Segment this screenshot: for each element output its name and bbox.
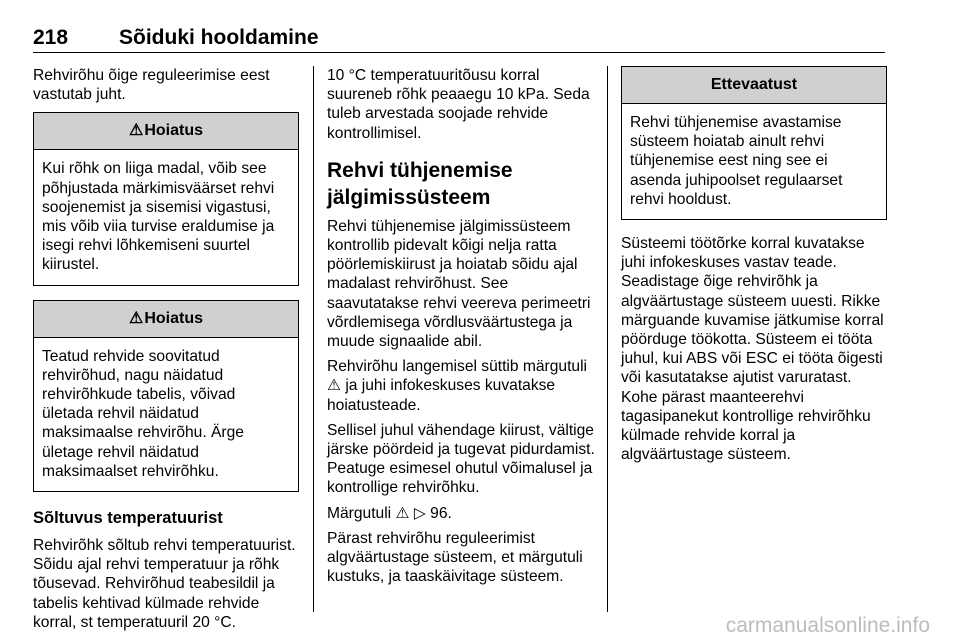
reset-paragraph: Pärast rehvirõhu reguleerimist algväärtustage süsteem, et märgutuli kustuks, ja taaskäivitage süsteem. [327, 529, 583, 586]
warning-triangle-icon: ⚠ [128, 122, 144, 140]
chapter-title: Sõiduki hooldamine [119, 26, 319, 49]
tire-pressure-warning-icon: ⚠ [327, 377, 341, 395]
warning-box-2 [33, 300, 299, 492]
warning-box-body: Teatud rehvide soovitatud rehvirõhud, nagu näidatud rehvirõhkude tabelis, võivad ületada rehvil näidatud maksimaalse rehvirõhu. Ärge ületage rehvil näidatud maksimaalset rehvirõhku. [42, 347, 244, 480]
malfunction-paragraph: Süsteemi töötõrke korral kuvatakse juhi infokeskuses vastav teade. Seadistage õige rehvirõhk ja algväärtustage süsteem uuesti. Rikke märguande kuvamise jätkumise korral pöörduge töökotta. Süsteem ei tööta juhul, kui ABS või ESC ei tööta õigesti või kasutatakse ajutist varuratast. Kohe pärast maanteerehvi tagasipanekut kontrollige rehvirõhku külmade rehvide korral ja algväärtustage süsteem. [621, 235, 884, 464]
page-number: 218 [33, 26, 69, 49]
column-left [33, 66, 299, 638]
text-segment: ja juhi infokeskuses kuvatakse hoiatusteade. [327, 377, 556, 414]
warning-title: Hoiatus [144, 122, 203, 140]
temperature-continuation: 10 °C temperatuuritõusu korral suureneb rõhk peaaegu 10 kPa. Seda tuleb arvestada soojade rehvide kontrollimisel. [327, 67, 590, 142]
warning-light-paragraph [327, 357, 595, 415]
reference-paragraph [327, 504, 595, 523]
warning-title: Hoiatus [144, 309, 203, 327]
text-segment: Rehvirõhu langemisel süttib märgutuli [327, 358, 588, 376]
action-paragraph: Sellisel juhul vähendage kiirust, vältige järske pöördeid ja tugevat pidurdamist. Peatuge esimesel ohutul võimalusel ja kontrollige rehvirõhku. [327, 421, 595, 497]
warning-triangle-icon: ⚠ [128, 309, 144, 327]
column-divider [313, 66, 314, 612]
page-header [33, 26, 885, 53]
watermark: carmanualsonline.info [725, 614, 930, 637]
caution-box [621, 66, 887, 220]
column-middle [327, 66, 595, 592]
tire-pressure-warning-icon: ⚠ [395, 504, 410, 522]
section-subheading: Sõltuvus temperatuurist [33, 509, 223, 528]
warning-box-header [34, 113, 298, 150]
warning-box-body: Kui rõhk on liiga madal, võib see põhjustada märkimisväärset rehvi soojenemist ja sisemisi vigastusi, mis võib viia turvise eraldumise ja isegi rehvi lõhkemiseni suurtel kiirustel. [42, 160, 275, 274]
column-right [621, 66, 887, 470]
warning-box-1 [33, 112, 299, 285]
caution-box-header: Ettevaatust [622, 67, 886, 104]
temperature-paragraph: Rehvirõhk sõltub rehvi temperatuurist. Sõidu ajal rehvi temperatuur ja rõhk tõusevad. Rehvirõhud teabesildil ja tabelis kehtivad külmade rehvide korral, st temperatuuril 20 °C. [33, 537, 296, 631]
caution-box-body: Rehvi tühjenemise avastamise süsteem hoiatab ainult rehvi tühjenemise eest ning see ei asenda juhipoolset regulaarset rehvi hooldust. [630, 114, 843, 208]
page-reference-arrow-icon: ▷ [413, 504, 426, 522]
page-reference: 96. [430, 504, 452, 522]
warning-box-header [34, 301, 298, 338]
system-description: Rehvi tühjenemise jälgimissüsteem kontrollib pidevalt kõigi nelja ratta pöörlemiskiirust ja hoiatab sõidu ajal madalast rehvirõhust. See saavutatakse rehvi veereva perimeetri võrdlemisega võrdlusväärtustega ja muude signaalide abil. [327, 217, 591, 351]
text-segment: Märgutuli [327, 504, 392, 522]
intro-paragraph: Rehvirõhu õige reguleerimise eest vastutab juht. [33, 67, 270, 104]
section-heading: Rehvi tühjenemise jälgimissüsteem [327, 158, 513, 209]
column-divider [607, 66, 608, 612]
